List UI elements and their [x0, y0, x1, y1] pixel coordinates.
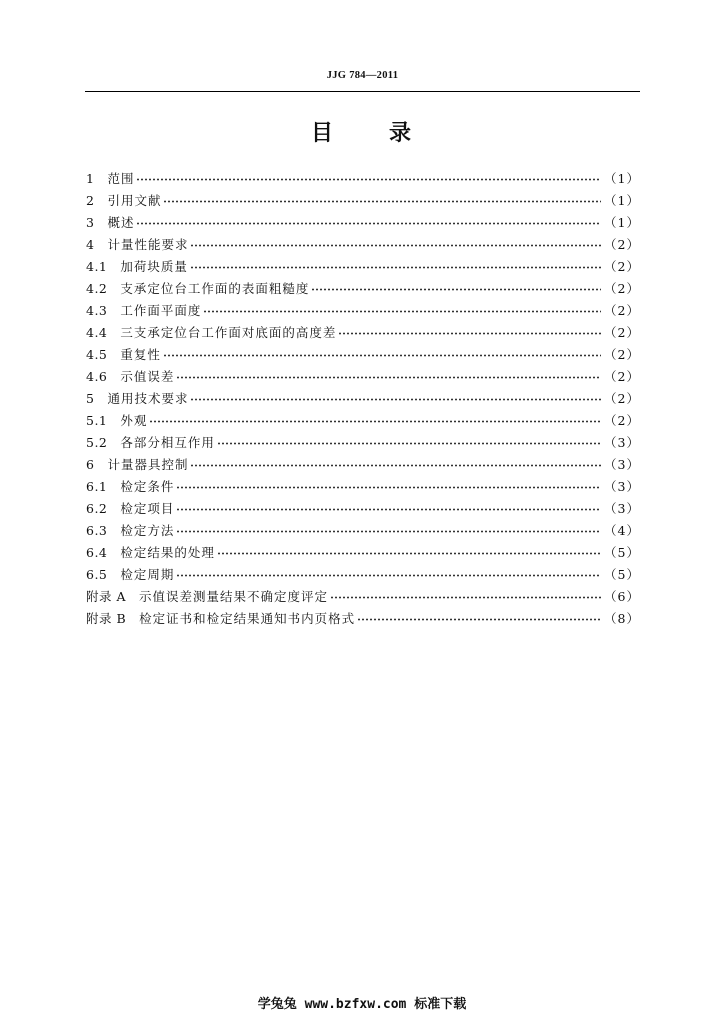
toc-entry-label: 加荷块质量	[120, 259, 188, 274]
toc-entry-label: 支承定位台工作面的表面粗糙度	[120, 281, 310, 296]
toc-entry-label: 检定项目	[120, 501, 175, 516]
toc-entry-page-number: （2）	[604, 281, 640, 296]
toc-entry	[86, 476, 640, 498]
toc-entry-number: 5	[86, 391, 95, 406]
toc-entry-label: 重复性	[120, 347, 161, 362]
toc-dot-leader	[190, 464, 601, 467]
toc-entry-page-number: （1）	[604, 215, 640, 230]
toc-entry-page-number: （2）	[604, 259, 640, 274]
toc-entry-number: 附录 A	[86, 589, 127, 604]
toc-entry-number: 6.4	[86, 545, 108, 560]
toc-entry-page-number: （3）	[604, 501, 640, 516]
toc-entry-page-number: （2）	[604, 347, 640, 362]
toc-entry-number: 附录 B	[86, 611, 127, 626]
toc-entry-label: 检定方法	[120, 523, 175, 538]
toc-entry-page-number: （8）	[604, 611, 640, 626]
toc-entry-label: 外观	[120, 413, 148, 428]
toc-entry-page-number: （5）	[604, 545, 640, 560]
toc-dot-leader	[176, 486, 601, 489]
toc-entry	[86, 168, 640, 190]
toc-dot-leader	[217, 442, 601, 445]
toc-entry-page-number: （2）	[604, 413, 640, 428]
toc-entry	[86, 564, 640, 586]
toc-entry	[86, 212, 640, 234]
toc-entry-number: 5.2	[86, 435, 108, 450]
table-of-contents	[86, 168, 640, 630]
toc-dot-leader	[176, 376, 601, 379]
toc-entry	[86, 542, 640, 564]
toc-entry-number: 6	[86, 457, 95, 472]
toc-entry-label: 示值误差测量结果不确定度评定	[139, 589, 329, 604]
toc-dot-leader	[203, 310, 601, 313]
toc-entry	[86, 366, 640, 388]
toc-dot-leader	[190, 244, 601, 247]
toc-entry-label: 检定周期	[120, 567, 175, 582]
toc-entry	[86, 410, 640, 432]
toc-entry-page-number: （4）	[604, 523, 640, 538]
toc-entry-label: 检定证书和检定结果通知书内页格式	[139, 611, 356, 626]
toc-dot-leader	[163, 354, 601, 357]
header-divider	[85, 91, 640, 92]
page-title-char: 目	[310, 120, 333, 146]
toc-dot-leader	[217, 552, 601, 555]
toc-dot-leader	[176, 508, 601, 511]
toc-entry-number: 4.4	[86, 325, 108, 340]
toc-entry-number: 4.1	[86, 259, 108, 274]
toc-entry-label: 三支承定位台工作面对底面的高度差	[120, 325, 337, 340]
toc-entry	[86, 190, 640, 212]
toc-dot-leader	[163, 200, 601, 203]
toc-entry-label: 通用技术要求	[107, 391, 189, 406]
toc-dot-leader	[190, 266, 601, 269]
toc-entry-label: 范围	[107, 171, 135, 186]
toc-entry	[86, 432, 640, 454]
toc-entry	[86, 454, 640, 476]
toc-entry-number: 2	[86, 193, 95, 208]
toc-dot-leader	[311, 288, 601, 291]
toc-entry-number: 3	[86, 215, 95, 230]
toc-entry-page-number: （2）	[604, 303, 640, 318]
toc-entry-label: 概述	[107, 215, 135, 230]
toc-entry-number: 1	[86, 171, 95, 186]
toc-entry-number: 4.2	[86, 281, 108, 296]
toc-entry-page-number: （5）	[604, 567, 640, 582]
toc-entry-page-number: （3）	[604, 435, 640, 450]
toc-dot-leader	[176, 530, 601, 533]
toc-entry-number: 5.1	[86, 413, 108, 428]
toc-entry-page-number: （2）	[604, 391, 640, 406]
toc-entry	[86, 322, 640, 344]
toc-entry-label: 计量器具控制	[107, 457, 189, 472]
toc-entry-label: 各部分相互作用	[120, 435, 215, 450]
toc-entry	[86, 388, 640, 410]
toc-dot-leader	[338, 332, 601, 335]
toc-dot-leader	[330, 596, 601, 599]
toc-dot-leader	[176, 574, 601, 577]
toc-entry-page-number: （3）	[604, 479, 640, 494]
toc-entry-number: 4.3	[86, 303, 108, 318]
toc-dot-leader	[149, 420, 601, 423]
toc-entry-page-number: （1）	[604, 193, 640, 208]
toc-entry	[86, 586, 640, 608]
toc-entry	[86, 520, 640, 542]
toc-entry-number: 4.5	[86, 347, 108, 362]
toc-entry	[86, 498, 640, 520]
toc-entry	[86, 344, 640, 366]
standard-code-header: JJG 784—2011	[326, 70, 399, 81]
toc-entry-number: 4.6	[86, 369, 108, 384]
toc-entry	[86, 608, 640, 630]
footer-watermark-text: 学兔兔 www.bzfxw.com 标准下载	[257, 997, 467, 1012]
toc-dot-leader	[136, 178, 601, 181]
toc-entry-page-number: （1）	[604, 171, 640, 186]
toc-entry-number: 6.1	[86, 479, 108, 494]
toc-entry-number: 4	[86, 237, 95, 252]
toc-entry	[86, 278, 640, 300]
toc-entry-number: 6.5	[86, 567, 108, 582]
toc-entry	[86, 300, 640, 322]
page-title-char: 录	[388, 120, 411, 146]
toc-entry-page-number: （6）	[604, 589, 640, 604]
toc-entry-label: 检定条件	[120, 479, 175, 494]
toc-entry-label: 工作面平面度	[120, 303, 202, 318]
toc-entry-label: 检定结果的处理	[120, 545, 215, 560]
toc-entry-page-number: （2）	[604, 237, 640, 252]
toc-entry-label: 示值误差	[120, 369, 175, 384]
toc-dot-leader	[136, 222, 601, 225]
toc-entry-page-number: （3）	[604, 457, 640, 472]
toc-entry-page-number: （2）	[604, 325, 640, 340]
toc-entry-number: 6.3	[86, 523, 108, 538]
toc-dot-leader	[357, 618, 601, 621]
toc-entry-label: 引用文献	[107, 193, 162, 208]
toc-entry-page-number: （2）	[604, 369, 640, 384]
toc-entry-number: 6.2	[86, 501, 108, 516]
toc-entry	[86, 234, 640, 256]
toc-entry-label: 计量性能要求	[107, 237, 189, 252]
toc-entry	[86, 256, 640, 278]
toc-dot-leader	[190, 398, 601, 401]
